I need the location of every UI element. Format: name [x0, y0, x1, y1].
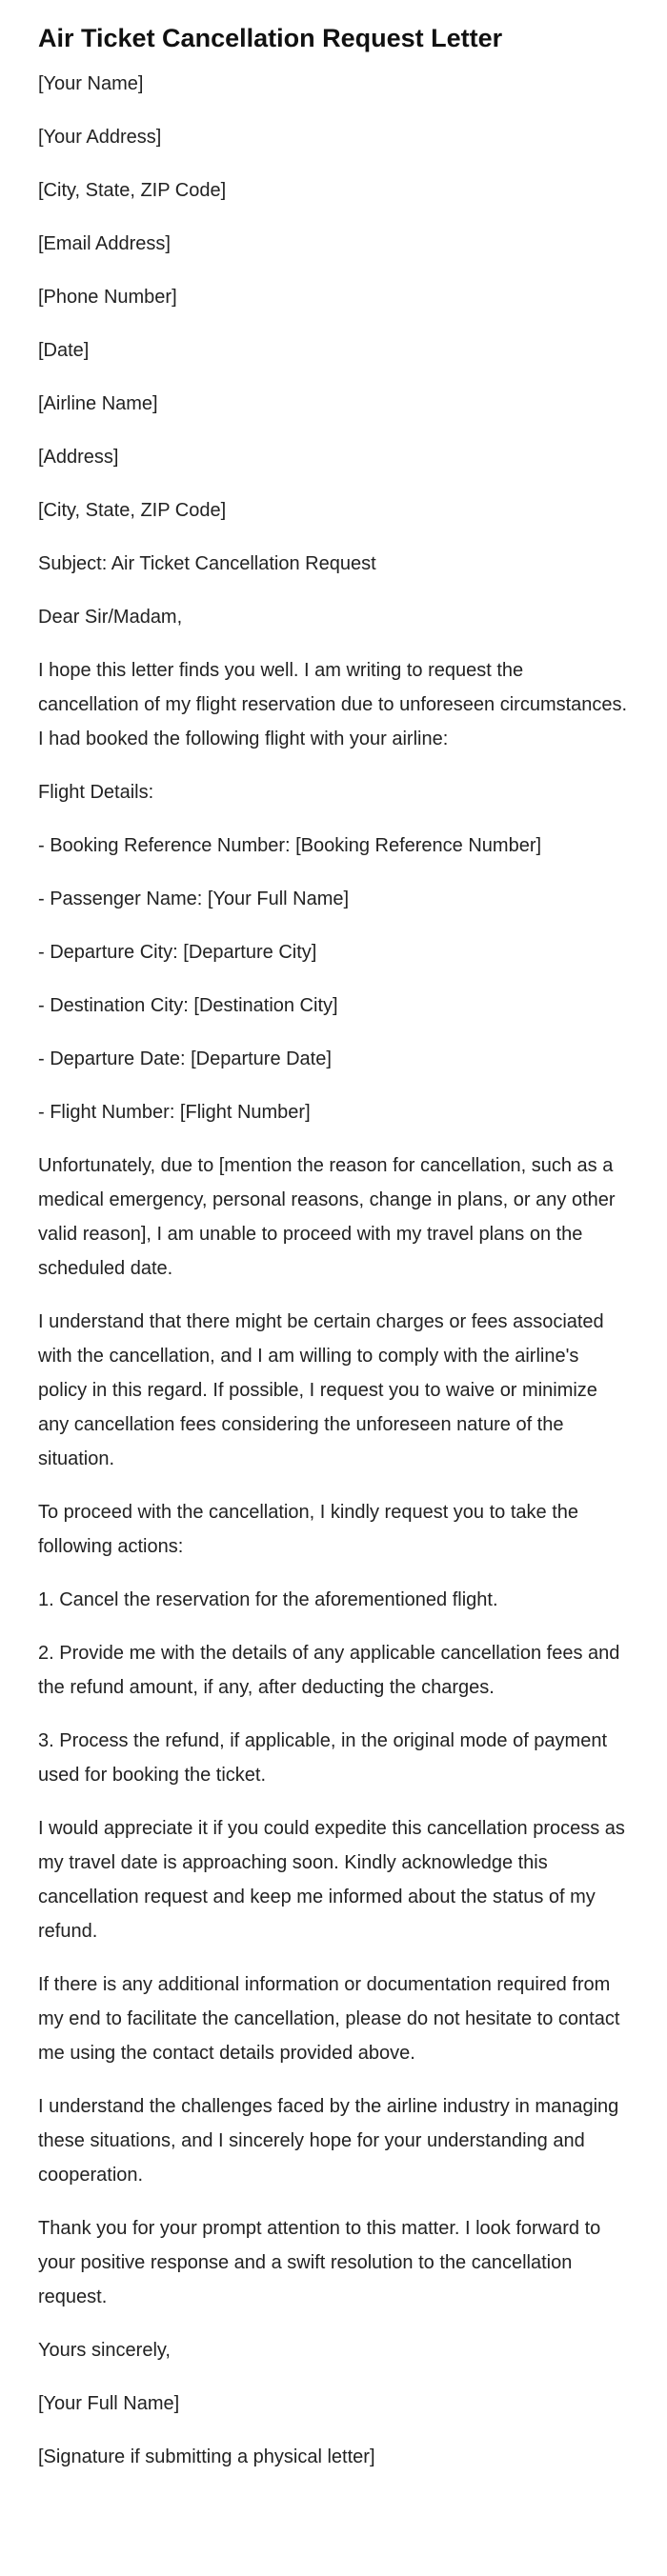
sign-off: Yours sincerely,: [38, 2340, 171, 2361]
page-title: Air Ticket Cancellation Request Letter: [38, 24, 503, 52]
fees-paragraph: I understand that there might be certain charges or fees associated with the cancellation, and I am willing to comply with the airline's policy in this regard. If possible, I request you to waive or minimize any cancellation fees considering the unforeseen nature of the situation.: [38, 1311, 604, 1469]
signature-name: [Your Full Name]: [38, 2393, 180, 2414]
additional-info-paragraph: If there is any additional information or documentation required from my end to facilitate the cancellation, please do not hesitate to contact me using the contact details provided above.: [38, 1974, 620, 2064]
destination-city-line: - Destination City: [Destination City]: [38, 995, 338, 1016]
airline-city-state-zip: [City, State, ZIP Code]: [38, 500, 227, 521]
expedite-paragraph: I would appreciate it if you could expedite this cancellation process as my travel date is approaching soon. Kindly acknowledge this cancellation request and keep me informed about the status of my refund.: [38, 1818, 625, 1942]
sender-email: [Email Address]: [38, 233, 171, 254]
passenger-name-line: - Passenger Name: [Your Full Name]: [38, 889, 350, 909]
actions-intro-paragraph: To proceed with the cancellation, I kindly request you to take the following actions:: [38, 1502, 579, 1557]
salutation: Dear Sir/Madam,: [38, 607, 183, 628]
action-item-3: 3. Process the refund, if applicable, in the original mode of payment used for booking the ticket.: [38, 1730, 608, 1786]
departure-city-line: - Departure City: [Departure City]: [38, 942, 317, 963]
sender-name: [Your Name]: [38, 73, 144, 94]
flight-number-line: - Flight Number: [Flight Number]: [38, 1102, 311, 1123]
action-item-2: 2. Provide me with the details of any applicable cancellation fees and the refund amount, if any, after deducting the charges.: [38, 1643, 620, 1698]
letter-date: [Date]: [38, 340, 90, 361]
subject-line: Subject: Air Ticket Cancellation Request: [38, 553, 376, 574]
reason-paragraph: Unfortunately, due to [mention the reason for cancellation, such as a medical emergency, personal reasons, change in plans, or any other valid reason], I am unable to proceed with my travel plans on the scheduled date.: [38, 1155, 616, 1279]
understanding-paragraph: I understand the challenges faced by the airline industry in managing these situations, and I sincerely hope for your understanding and cooperation.: [38, 2096, 619, 2186]
airline-name: [Airline Name]: [38, 393, 158, 414]
booking-reference-line: - Booking Reference Number: [Booking Reference Number]: [38, 835, 542, 856]
sender-phone: [Phone Number]: [38, 287, 177, 308]
intro-paragraph: I hope this letter finds you well. I am writing to request the cancellation of my flight reservation due to unforeseen circumstances. I had booked the following flight with your airline:: [38, 660, 628, 749]
airline-address: [Address]: [38, 447, 119, 468]
signature-note: [Signature if submitting a physical letter]: [38, 2446, 375, 2467]
flight-details-heading: Flight Details:: [38, 782, 154, 803]
sender-city-state-zip: [City, State, ZIP Code]: [38, 180, 227, 201]
action-item-1: 1. Cancel the reservation for the aforementioned flight.: [38, 1589, 498, 1610]
departure-date-line: - Departure Date: [Departure Date]: [38, 1048, 332, 1069]
closing-paragraph: Thank you for your prompt attention to this matter. I look forward to your positive response and a swift resolution to the cancellation request.: [38, 2218, 601, 2307]
sender-address: [Your Address]: [38, 127, 162, 148]
